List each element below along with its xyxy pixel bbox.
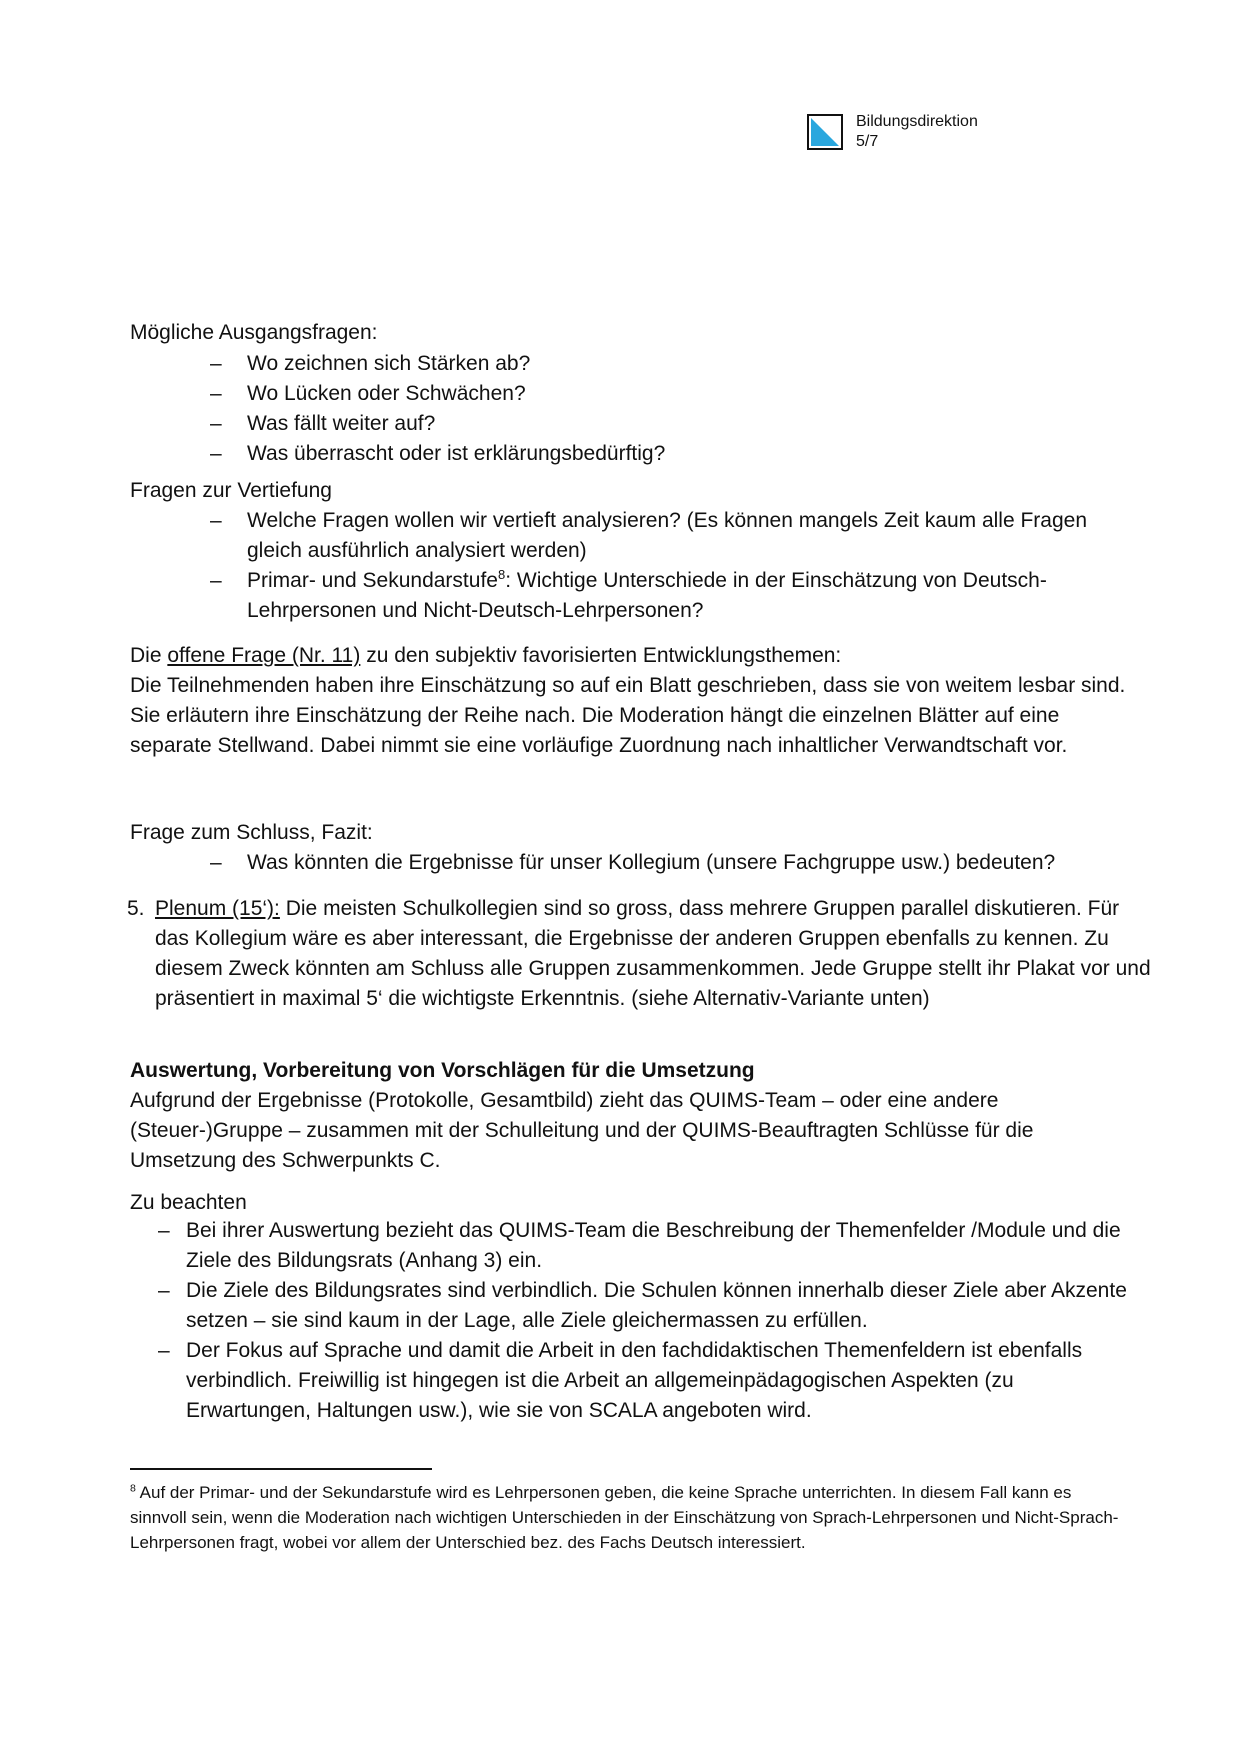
text-segment: zu den subjektiv favorisierten Entwicklungsthemen: [360,644,842,667]
list-item-text: Was könnten die Ergebnisse für unser Kollegium (unsere Fachgruppe usw.) bedeuten? [247,851,1056,874]
paragraph-possible-questions-title: Mögliche Ausgangsfragen: [130,321,378,344]
list-item [130,409,1132,439]
paragraph-final-question-title: Frage zum Schluss, Fazit: [130,821,373,844]
canton-zurich-logo-icon [807,114,843,150]
dash-bullet: – [210,851,222,874]
section-heading-evaluation: Auswertung, Vorbereitung von Vorschlägen für die Umsetzung [130,1059,755,1082]
list-item [130,506,1132,566]
list-item [130,1216,1132,1276]
list-notes [130,1216,1132,1426]
dash-bullet: – [210,509,222,532]
paragraph-evaluation: Aufgrund der Ergebnisse (Protokolle, Gesamtbild) zieht das QUIMS-Team – oder eine andere (Steuer-)Gruppe – zusammen mit der Schulleitung und der QUIMS-Beauftragten Schlüsse für die Umsetzung des Schwerpunkts C. [130,1089,1034,1172]
footnote [130,1480,1132,1555]
list-item-text: Wo zeichnen sich Stärken ab? [247,352,531,375]
underlined-text: Plenum (15‘): [155,897,280,920]
header-text-block [856,112,978,152]
text-segment: Die [130,644,168,667]
dash-bullet: – [210,412,222,435]
list-item-text: Welche Fragen wollen wir vertieft analysieren? (Es können mangels Zeit kaum alle Fragen gleich ausführlich analysiert werden) [247,509,1088,562]
list-item [130,566,1132,626]
paragraph-deepening-title: Fragen zur Vertiefung [130,479,332,502]
org-name: Bildungsdirektion [856,113,978,130]
dash-bullet: – [158,1279,170,1302]
list-item-text: Was fällt weiter auf? [247,412,436,435]
list-item-text: Der Fokus auf Sprache und damit die Arbeit in den fachdidaktischen Themenfeldern ist ebenfalls verbindlich. Freiwillig ist hingegen ist die Arbeit an allgemeinpädagogischen Aspekten (zu Erwartungen, Haltungen usw.), wie sie von SCALA angeboten wird. [186,1339,1083,1422]
dash-bullet: – [210,569,222,592]
dash-bullet: – [210,352,222,375]
paragraph-note-title: Zu beachten [130,1191,247,1214]
list-item [130,1336,1132,1426]
list-item [130,1276,1132,1336]
list-number: 5. [127,897,145,920]
list-item [130,379,1132,409]
footnote-separator [130,1468,432,1470]
list-item-text: Primar- und Sekundarstufe [247,569,498,592]
numbered-item-plenum [127,894,1157,1014]
list-item-text: Bei ihrer Auswertung bezieht das QUIMS-Team die Beschreibung der Themenfelder /Module und die Ziele des Bildungsrats (Anhang 3) ein. [186,1219,1121,1272]
dash-bullet: – [210,382,222,405]
list-final-question [130,848,1132,878]
footnote-number: 8 [130,1482,136,1495]
list-item [130,349,1132,379]
paragraph-open-question [130,641,1132,761]
text-segment: Die meisten Schulkollegien sind so gross, dass mehrere Gruppen parallel diskutieren. Für das Kollegium wäre es aber interessant, die Ergebnisse der anderen Gruppen ebenfalls zu kennen. Zu diesem Zweck könnten am Schluss alle Gruppen zusammenkommen. Jede Gruppe stellt ihr Plakat vor und präsentiert in maximal 5‘ die wichtigste Erkenntnis. (siehe Alternativ-Variante unten) [155,897,1151,1010]
underlined-text: offene Frage (Nr. 11) [167,644,361,667]
list-item [130,439,1132,469]
footnote-reference: 8 [497,567,506,582]
list-initial-questions [130,349,1132,469]
dash-bullet: – [158,1339,170,1362]
list-item-text: Wo Lücken oder Schwächen? [247,382,526,405]
dash-bullet: – [210,442,222,465]
list-deepening-questions [130,506,1132,626]
text-segment: Die Teilnehmenden haben ihre Einschätzung so auf ein Blatt geschrieben, dass sie von weitem lesbar sind. Sie erläutern ihre Einschätzung der Reihe nach. Die Moderation hängt die einzelnen Blätter auf eine separate Stellwand. Dabei nimmt sie eine vorläufige Zuordnung nach inhaltlicher Verwandtschaft vor. [130,674,1126,757]
list-item-text: Was überrascht oder ist erklärungsbedürftig? [247,442,666,465]
list-item-text: Die Ziele des Bildungsrates sind verbindlich. Die Schulen können innerhalb dieser Ziele aber Akzente setzen – sie sind kaum in der Lage, alle Ziele gleichermassen zu erfüllen. [186,1279,1127,1332]
list-item [130,848,1132,878]
list-item-text: : Wichtige Unterschiede in der Einschätzung von Deutsch-Lehrpersonen und Nicht-Deutsch-Lehrpersonen? [247,569,1047,622]
dash-bullet: – [158,1219,170,1242]
footnote-text: Auf der Primar- und der Sekundarstufe wird es Lehrpersonen geben, die keine Sprache unterrichten. In diesem Fall kann es sinnvoll sein, wenn die Moderation nach wichtigen Unterschieden in der Einschätzung von Sprach-Lehrpersonen und Nicht-Sprach-Lehrpersonen fragt, wobei vor allem der Unterschied bez. des Fachs Deutsch interessiert. [130,1483,1119,1552]
page-number: 5/7 [856,133,879,150]
